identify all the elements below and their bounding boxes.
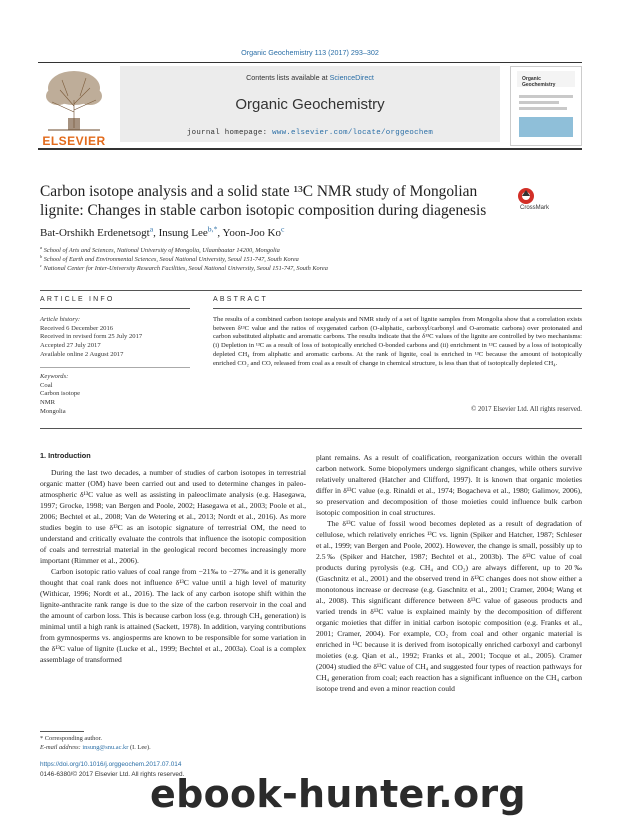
sciencedirect-link[interactable]: ScienceDirect [329, 73, 374, 82]
author-name[interactable]: Bat-Orshikh Erdenetsogt [40, 227, 150, 239]
journal-citation[interactable]: Organic Geochemistry 113 (2017) 293–302 [241, 48, 379, 57]
affiliation-mark: b [40, 253, 43, 259]
keyword: Mongolia [40, 407, 66, 415]
keywords-label: Keywords: [40, 373, 69, 380]
body-paragraph: plant remains. As a result of coalification, reorganization occurs within the overall carbon network. Some biopolymers undergo significant changes, while others survive relatively unaltered (Hatcher and Clifford, 1997). It is known that organic moieties differ in δ¹³C value (e.g. Rinaldi et al., 1974; Bogacheva et al., 1980; Galimov, 2006), so preservation and decomposition of those moieties could influence bulk carbon isotopic composition in coal structures. [316, 453, 582, 517]
issn-line: 0146-6380/© 2017 Elsevier Ltd. All rights reserved. [40, 771, 185, 778]
keyword: Coal [40, 381, 53, 389]
keywords [40, 373, 190, 417]
affiliation-text: School of Earth and Environmental Sciences, Seoul National University, Seoul 151-747, South Korea [43, 256, 299, 263]
abstract-rule [213, 308, 582, 309]
email-suffix: (I. Lee). [128, 744, 151, 751]
abstract-label: ABSTRACT [213, 296, 268, 303]
keyword: Carbon isotope [40, 390, 81, 398]
email-note [40, 744, 151, 751]
email-link[interactable]: insung@snu.ac.kr [82, 744, 129, 751]
author-affil-mark[interactable]: a [149, 224, 154, 234]
section-heading: 1. Introduction [40, 451, 91, 460]
author-affil-mark[interactable]: c [280, 224, 285, 234]
article-info-label: ARTICLE INFO [40, 296, 115, 303]
author-name[interactable]: Insung Lee [158, 227, 208, 239]
affiliation [40, 262, 580, 272]
homepage-link[interactable]: www.elsevier.com/locate/orggeochem [272, 129, 434, 137]
crossmark-label: CrossMark [520, 205, 550, 210]
body-paragraph: The δ¹³C value of fossil wood becomes depleted as a result of degradation of cellulose, which relatively enriches ¹³C vs. lignin (Spiker and Hatcher, 1987; Schleser et al., 1999; van Bergen and Poole, 2002). However, the change is small, possibly up to 2.5‰ (Spiker and Hatcher, 1987; Bechtel et al., 2003b). The δ¹³C value of coal products during pyrolysis (e.g. CH₄ and CO₂) are always different, up to 20‰ (Gaschnitz et al., 2001) and the observed trend in δ¹³C changes does not show either a monotonous increase or decrease (e.g. Gaschnitz et al., 2001; Cramer, 2004; Wang et al., 2008). This significant difference between δ¹³C value of gaseous products and varied trends in δ¹³C value is explained mainly by the decomposition of different organic moieties that differ in initial carbon isotopic composition (e.g. Franks et al., 2001; Cramer, 2004). For example, CO₂ from coal and other organic material is enriched in ¹³C because it is derived from isotopically enriched carboxyl and carbonyl moieties (e.g. Qian et al., 1992; Franks et al., 2001; Tocque et al., 2005). Cramer (2004) studied the δ¹³C value of CH₄ and suggested four types of reaction pathways for CH₄ generation from coal; each reaction has a significant influence on the CH₄ carbon isotope trend and even a minor reaction could [316, 519, 582, 693]
email-label: E-mail address: [40, 744, 83, 751]
keyword: NMR [40, 399, 56, 407]
history-item: Received 6 December 2016 [40, 324, 114, 332]
article-title: Carbon isotope analysis and a solid state ¹³C NMR study of Mongolian lignite: Changes in stable carbon isotopic composition during diagenesis [40, 183, 487, 219]
doi-link[interactable]: https://doi.org/10.1016/j.orggeochem.2017.07.014 [40, 761, 182, 768]
crossmark-badge[interactable] [516, 186, 582, 210]
article-info-rule [40, 308, 190, 309]
contents-prefix: Contents lists available at [246, 73, 330, 82]
header-top-rule [38, 62, 582, 63]
homepage-prefix: journal homepage: [186, 129, 273, 137]
affiliation [40, 244, 580, 254]
affiliation-mark: a [40, 244, 43, 250]
abstract-copyright: © 2017 Elsevier Ltd. All rights reserved. [471, 406, 582, 413]
body-paragraph: During the last two decades, a number of studies of carbon isotopes in terrestrial organic matter (OM) have been carried out and used to determine changes in paleo-atmospheric δ¹³C value as well as assisting in paleoclimate analysis (e.g. Hasegawa, 1997; Grocke, 1998; van Bergen and Poole, 2002; Hasegawa et al., 2003; Poole et al., 2006; Bechtel et al., 2008; Van de Wetering et al., 2013; Nordt et al., 2016). As more studies begin to use δ¹³C as an isotopic signature of terrestrial OM, the need to understand and critically evaluate the controls that influence the isotopic composition of coals and terrestrial material in the geological record becomes increasingly more important (Rimmer et al., 2006). [40, 468, 306, 565]
keywords-rule [40, 367, 190, 368]
section-bottom-rule [40, 428, 582, 429]
history-item: Received in revised form 25 July 2017 [40, 333, 143, 341]
history-item: Available online 2 August 2017 [40, 350, 124, 358]
abstract-text: The results of a combined carbon isotope analysis and NMR study of a set of lignite samples from Mongolia show that a correlation exists between δ¹³C value and the ratios of oxygenated carbon (O-aliphatic, carboxyl/carbonyl and O-aromatic carbons) over protonated and carbon substituted aliphatic and aromatic carbons. The results indicate that the δ¹³C values of the lignite are controlled by two mechanisms: (i) Depletion in ¹³C as a result of loss of isotopically enriched O-bonded carbons and (ii) enrichment in ¹³C caused by a loss of isotopically depleted CH₄ from aliphatic and aromatic carbons. At the rank of lignite, coal is enriched in ¹³C because the amount of isotopically enriched CO₂ and CO, released from coal as a result of change in chemical structure, is less than that of isotopically depleted CH₄. [213, 316, 582, 367]
journal-name: Organic Geochemistry [235, 96, 385, 113]
body-column-right [316, 452, 582, 694]
body-column-left [40, 467, 306, 665]
author-affil-mark[interactable]: b,* [207, 224, 218, 234]
affiliation [40, 253, 580, 263]
affiliation-mark: c [40, 262, 42, 268]
history-label: Article history: [40, 316, 81, 323]
corresponding-author-note: * Corresponding author. [40, 735, 102, 742]
author-list: Bat-Orshikh Erdenetsogt$^a$, Insung Lee$^{b,*}$, Yoon-Joo Ko$^c$ [40, 224, 285, 239]
contents-available [120, 73, 500, 82]
affiliation-text: School of Arts and Sciences, National University of Mongolia, Ulaanbaatar 14200, Mongolia [43, 247, 280, 254]
affiliation-text: National Center for Inter-University Research Facilities, Seoul National University, Seoul 151-747, South Korea [43, 265, 328, 272]
footnote-rule [40, 731, 84, 732]
article-history [40, 316, 190, 360]
elsevier-logo-text: ELSEVIER [42, 134, 106, 148]
author-name[interactable]: Yoon-Joo Ko [222, 227, 281, 239]
history-item: Accepted 27 July 2017 [40, 342, 101, 350]
cover-title: Organic Geochemistry [522, 76, 556, 88]
journal-homepage [120, 129, 500, 137]
body-paragraph: Carbon isotopic ratio values of coal range from −21‰ to −27‰ and it is generally thought that coal rank does not influence δ¹³C value until a high level of maturity (Withicar, 1996; Nordt et al., 2016). The lack of any carbon isotope shift within the lignite-anthracite rank range is due to the size of the carbon reservoir in the coal and the amount of carbon loss. This is because carbon loss (e.g. through CH₄ generation) is minimal until a high rank is attained (Sackett, 1978). In addition, varying contributions from gymnosperms vs. angiosperms are known to be responsible for some variation in the δ¹³C value of lignite (Lucke et al., 1999; Bechtel et al., 2003a). Coal is a complex assemblage of transformed [40, 567, 306, 664]
watermark-text: ebook-hunter.org [150, 772, 526, 816]
header-bottom-rule [38, 148, 582, 150]
section-top-rule [40, 290, 582, 291]
